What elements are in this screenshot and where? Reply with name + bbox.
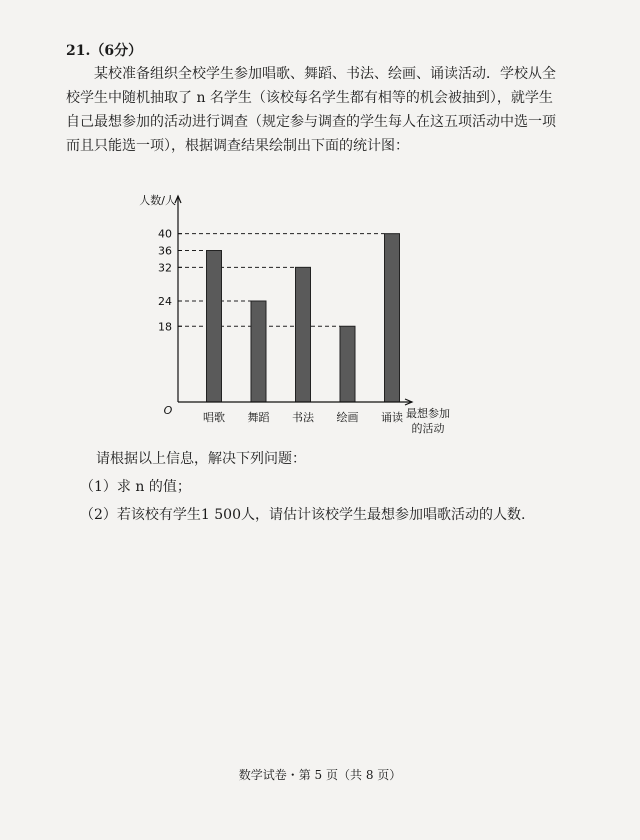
question-number: 21.（6分） [66, 43, 143, 59]
x-tick-label: 舞蹈 [247, 411, 270, 424]
bar-书法 [296, 267, 311, 402]
bar-唱歌 [207, 251, 222, 403]
y-tick-label: 40 [158, 227, 172, 241]
x-tick-label: 诵读 [381, 411, 403, 424]
y-tick-label: 32 [158, 261, 172, 275]
question-part-1: （1）求 n 的值； [80, 479, 191, 495]
y-axis-label: 人数/人 [139, 194, 176, 207]
bar-chart [120, 180, 480, 450]
bar-绘画 [340, 326, 355, 402]
y-tick-label: 24 [158, 295, 172, 308]
x-tick-label: 书法 [292, 411, 314, 424]
origin-label: O [163, 404, 173, 417]
y-tick-label: 36 [158, 244, 172, 258]
x-axis-label-line2: 的活动 [411, 422, 445, 435]
x-axis-label-line1: 最想参加 [406, 407, 450, 420]
question-paragraph: 某校准备组织全校学生参加唱歌、舞蹈、书法、绘画、诵读活动．学校从全校学生中随机抽取了 n 名学生（该校每名学生都有相等的机会被抽到），就学生自己最想参加的活动进行调查（规定参与调查的学生每人在这五项活动中选一项而且只能选一项），根据调查结果绘制出下面的统计图： [66, 66, 556, 154]
question-part-2: （2）若该校有学生1 500人，请估计该校学生最想参加唱歌活动的人数. [80, 507, 526, 523]
prompt-text: 请根据以上信息，解决下列问题： [96, 451, 306, 467]
y-tick-label: 18 [158, 320, 172, 334]
page-footer: 数学试卷・第 5 页（共 8 页） [238, 768, 402, 782]
x-tick-label: 唱歌 [203, 411, 225, 424]
bar-舞蹈 [251, 301, 266, 402]
x-tick-label: 绘画 [336, 411, 359, 424]
bar-诵读 [385, 234, 400, 402]
